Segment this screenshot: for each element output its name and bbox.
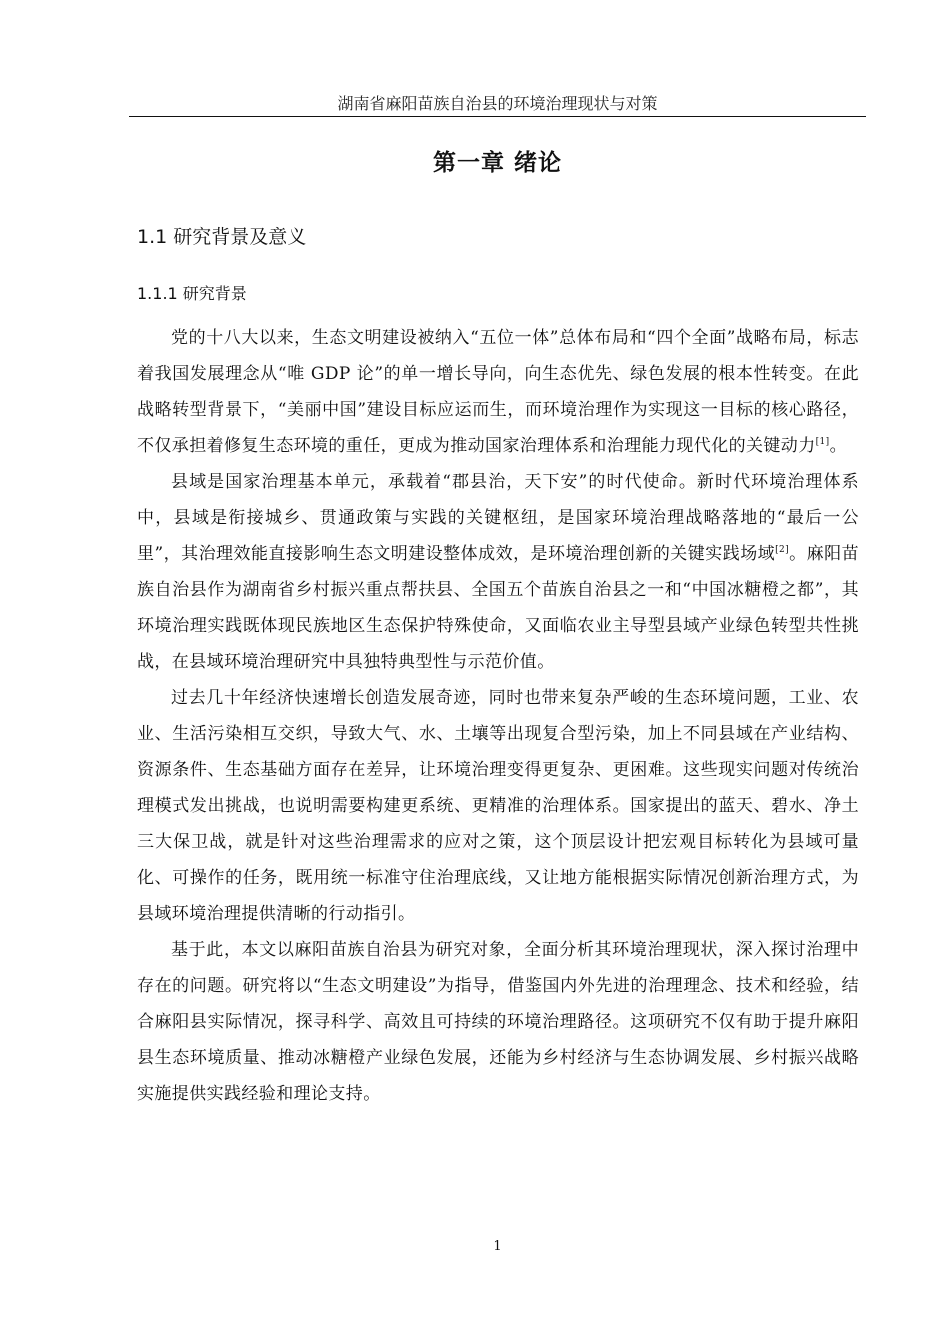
- citation-1: [1]: [815, 437, 830, 447]
- paragraph-3: 过去几十年经济快速增长创造发展奇迹，同时也带来复杂严峻的生态环境问题，工业、农业、生活污染相互交织，导致大气、水、土壤等出现复合型污染，加上不同县域在产业结构、资源条件、生态基础方面存在差异，让环境治理变得更复杂、更困难。这些现实问题对传统治理模式发出挑战，也说明需要构建更系统、更精准的治理体系。国家提出的蓝天、碧水、净土三大保卫战，就是针对这些治理需求的应对之策，这个顶层设计把宏观目标转化为县域可量化、可操作的任务，既用统一标准守住治理底线，又让地方能根据实际情况创新治理方式，为县域环境治理提供清晰的行动指引。: [137, 688, 859, 924]
- paragraph-2-text: 县域是国家治理基本单元，承载着“郡县治，天下安”的时代使命。新时代环境治理体系中，县域是衔接城乡、贯通政策与实践的关键枢纽，是国家环境治理战略落地的“最后一公里”，其治理效能直接影响生态文明建设整体成效，是环境治理创新的关键实践场域: [137, 472, 859, 564]
- paragraph-1-text: 党的十八大以来，生态文明建设被纳入“五位一体”总体布局和“四个全面”战略布局，标志着我国发展理念从“唯 GDP 论”的单一增长导向，向生态优先、绿色发展的根本性转变。在此战略转型背景下，“美丽中国”建设目标应运而生，而环境治理作为实现这一目标的核心路径，不仅承担着修复生态环境的重任，更成为推动国家治理体系和治理能力现代化的关键动力: [137, 328, 859, 456]
- body-text: [137, 320, 859, 1112]
- chapter-title: 第一章 绪论: [432, 150, 562, 176]
- header-rule: [129, 116, 866, 117]
- section-title: 1.1 研究背景及意义: [137, 226, 307, 248]
- citation-2: [2]: [775, 545, 790, 555]
- paragraph-4: 基于此，本文以麻阳苗族自治县为研究对象，全面分析其环境治理现状，深入探讨治理中存在的问题。研究将以“生态文明建设”为指导，借鉴国内外先进的治理理念、技术和经验，结合麻阳县实际情况，探寻科学、高效且可持续的环境治理路径。这项研究不仅有助于提升麻阳县生态环境质量、推动冰糖橙产业绿色发展，还能为乡村经济与生态协调发展、乡村振兴战略实施提供实践经验和理论支持。: [137, 940, 859, 1104]
- paragraph-1-tail: 。: [829, 436, 847, 456]
- page-number: 1: [493, 1239, 502, 1254]
- paragraph-2: [137, 464, 859, 680]
- subsection-title: 1.1.1 研究背景: [137, 284, 247, 303]
- running-header: 湖南省麻阳苗族自治县的环境治理现状与对策: [337, 94, 658, 113]
- paragraph-2-tail: 。麻阳苗族自治县作为湖南省乡村振兴重点帮扶县、全国五个苗族自治县之一和“中国冰糖橙之都”，其环境治理实践既体现民族地区生态保护特殊使命，又面临农业主导型县域产业绿色转型共性挑战，在县域环境治理研究中具独特典型性与示范价值。: [137, 544, 859, 672]
- paragraph-1: [137, 320, 859, 464]
